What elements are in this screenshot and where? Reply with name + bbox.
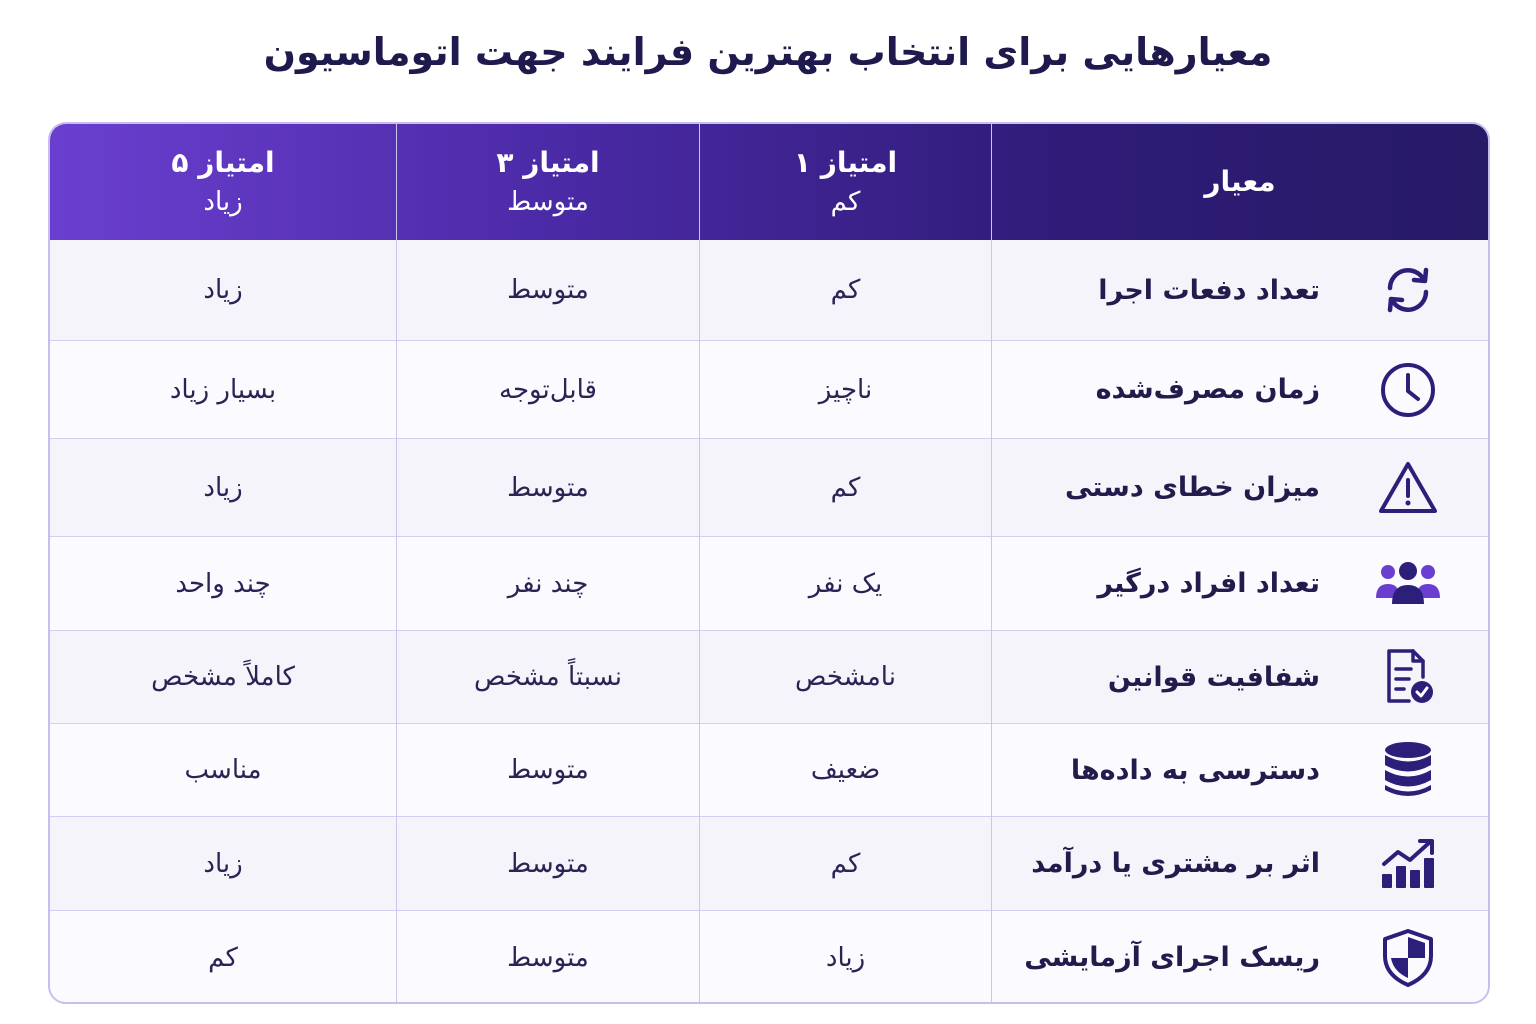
warning-icon [1368, 439, 1448, 536]
database-icon [1368, 724, 1448, 816]
score5-cell: بسیار زیاد [169, 374, 277, 405]
table-row [50, 910, 1488, 1004]
score1-cell: کم [830, 275, 861, 305]
header-criterion [992, 124, 1488, 240]
page-title: معیارهایی برای انتخاب بهترین فرایند جهت اتوماسیون [263, 30, 1273, 74]
score5-cell: زیاد [203, 848, 243, 879]
table-row [50, 438, 1488, 536]
score1-cell: یک نفر [808, 568, 883, 599]
column-divider [396, 124, 397, 1002]
table-header [50, 124, 1488, 240]
score3-cell: متوسط [507, 848, 589, 879]
score3-cell: قابل‌توجه [499, 374, 597, 405]
criterion-label: شفافیت قوانین [1107, 661, 1320, 693]
table-row [50, 536, 1488, 630]
column-divider [699, 124, 700, 1002]
score3-cell: متوسط [507, 472, 589, 503]
table-row [50, 723, 1488, 816]
score3-cell: متوسط [507, 755, 589, 785]
criteria-table [48, 122, 1490, 1004]
score5-cell: کم [208, 942, 238, 973]
header-score5 [50, 124, 396, 240]
header-score3-title: امتیاز ۳ [496, 146, 600, 179]
growth-chart-icon [1368, 817, 1448, 910]
score3-cell: متوسط [507, 275, 589, 305]
score1-cell: زیاد [825, 942, 866, 973]
score3-cell: چند نفر [507, 568, 589, 599]
score5-cell: چند واحد [175, 568, 271, 599]
score5-cell: زیاد [203, 275, 243, 305]
shield-icon [1368, 911, 1448, 1004]
header-score1-title: امتیاز ۱ [793, 146, 898, 179]
score5-cell: زیاد [203, 472, 243, 503]
criterion-label: دسترسی به داده‌ها [1070, 754, 1320, 786]
users-icon [1368, 537, 1448, 630]
criterion-label: میزان خطای دستی [1064, 472, 1320, 503]
score5-cell: کاملاً مشخص [151, 662, 295, 692]
table-row [50, 630, 1488, 723]
header-score5-title: امتیاز ۵ [171, 146, 275, 179]
criterion-label: زمان مصرف‌شده [1095, 374, 1320, 405]
header-criterion-title: معیار [1204, 165, 1276, 198]
score1-cell: ناچیز [818, 374, 873, 405]
criterion-label: ریسک اجرای آزمایشی [1024, 942, 1320, 973]
header-score3 [397, 124, 699, 240]
criterion-label: اثر بر مشتری یا درآمد [1031, 848, 1320, 879]
criterion-label: تعداد دفعات اجرا [1098, 274, 1320, 306]
score1-cell: کم [830, 848, 861, 879]
score1-cell: نامشخص [795, 662, 896, 692]
header-score3-sub: متوسط [507, 187, 589, 217]
header-score1 [700, 124, 991, 240]
column-divider [991, 124, 992, 1002]
score1-cell: ضعیف [810, 755, 881, 785]
table-row [50, 816, 1488, 910]
refresh-icon [1368, 240, 1448, 340]
table-row [50, 240, 1488, 340]
criterion-label: تعداد افراد درگیر [1097, 568, 1320, 599]
document-check-icon [1368, 631, 1448, 723]
score3-cell: متوسط [507, 942, 589, 973]
score1-cell: کم [830, 472, 861, 503]
header-score1-sub: کم [830, 187, 861, 217]
clock-icon [1368, 341, 1448, 438]
score3-cell: نسبتاً مشخص [473, 662, 623, 692]
score5-cell: مناسب [184, 755, 262, 785]
table-row [50, 340, 1488, 438]
header-score5-sub: زیاد [203, 187, 243, 217]
